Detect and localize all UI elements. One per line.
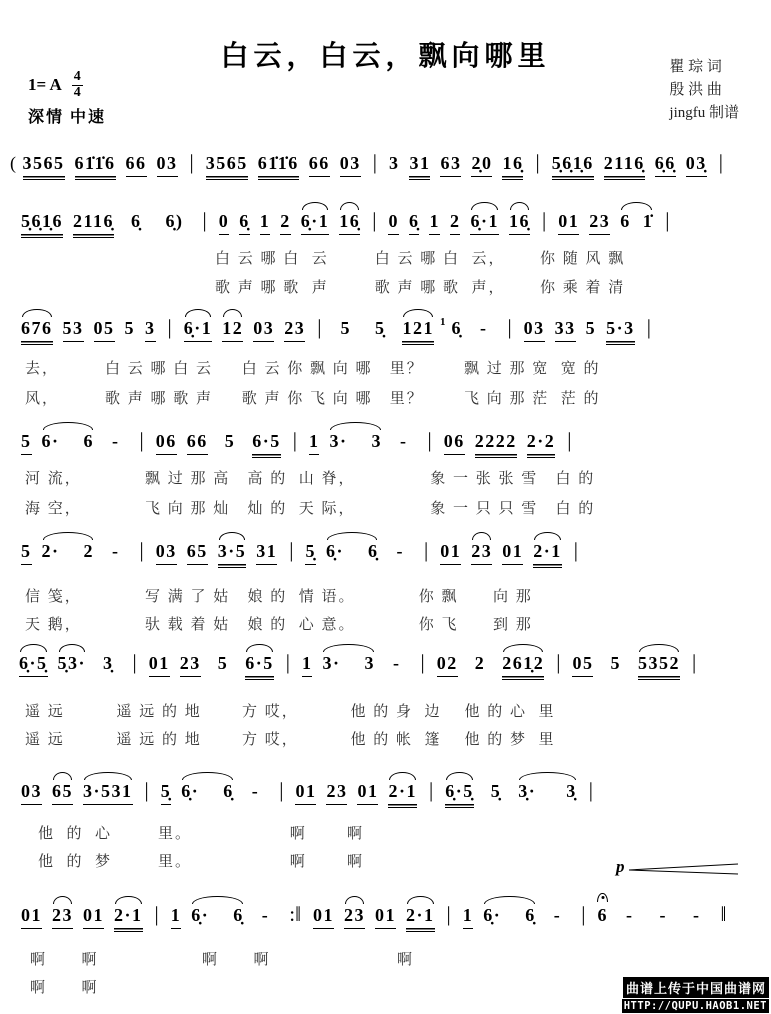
barline: | bbox=[154, 902, 159, 926]
watermark-site-name: 曲谱上传于中国曲谱网 bbox=[623, 977, 769, 998]
notation-line bbox=[16, 208, 676, 238]
lyricist-credit: 瞿 琮 词 bbox=[669, 59, 722, 75]
time-signature-top: 4 bbox=[73, 69, 81, 84]
note-group: 03̣ bbox=[686, 153, 707, 177]
note-group: 03 bbox=[340, 153, 361, 177]
note-group: 1 bbox=[309, 431, 320, 455]
barline: | bbox=[581, 902, 586, 926]
barline: | bbox=[718, 150, 723, 174]
note-group: 5 bbox=[21, 431, 32, 455]
note-group: 01 bbox=[440, 541, 461, 565]
note-group: 03 bbox=[156, 541, 177, 565]
note-group: 261̣2 bbox=[502, 653, 544, 680]
note-group: 3565 bbox=[23, 153, 65, 180]
note-group: 5 bbox=[585, 318, 597, 338]
note-group: 01 bbox=[295, 781, 316, 805]
lyrics-line: 遥 远 遥 远 的 地 方 哎， 他 的 身 边 他 的 心 里 bbox=[25, 704, 556, 720]
note-group: 1 bbox=[302, 653, 313, 677]
note-group: 03 bbox=[21, 781, 42, 805]
note-group: 6· 6 bbox=[41, 431, 95, 451]
barline: :‖ bbox=[289, 902, 301, 926]
note-group: 5̣ bbox=[490, 781, 502, 801]
note-group: 6̣· 6̣ bbox=[325, 541, 379, 561]
note-group: - bbox=[393, 653, 401, 673]
note-group: 23 bbox=[52, 905, 73, 929]
note-group: 6̣·5̣ bbox=[445, 781, 474, 808]
barline: | bbox=[285, 650, 290, 674]
notation-line bbox=[16, 428, 578, 458]
note-group: 6̣· 6̣ bbox=[191, 905, 244, 925]
barline: ‖ bbox=[720, 902, 727, 926]
note-group: 61̇1̇6 bbox=[75, 153, 116, 180]
barline: | bbox=[420, 650, 425, 674]
note-group: 23 bbox=[589, 211, 610, 235]
barline: | bbox=[428, 778, 434, 802]
note-group: 16̣ bbox=[339, 211, 360, 235]
note-group: 65 bbox=[52, 781, 73, 805]
notation-line bbox=[16, 315, 658, 345]
lyrics-line: 他 的 梦 里。 啊 啊 bbox=[38, 854, 365, 870]
note-group: 3 bbox=[388, 153, 400, 173]
lyrics-line: 白 云 哪 白 云 白 云 哪 白 云， 你 随 风 飘 bbox=[215, 251, 626, 267]
note-group: 5·3 bbox=[606, 318, 635, 345]
note-group: 01 bbox=[313, 905, 334, 929]
note-group: 05 bbox=[94, 318, 115, 342]
note-group: 03 bbox=[253, 318, 274, 342]
note-group: 2·1 bbox=[388, 781, 417, 808]
note-group: 66 bbox=[309, 153, 330, 177]
barline: | bbox=[507, 315, 512, 339]
note-group: 3̣· 3̣ bbox=[518, 781, 577, 801]
note-group: 01 bbox=[149, 653, 170, 677]
note-group: 6·5 bbox=[245, 653, 274, 680]
note-group: 6̣ bbox=[451, 318, 462, 338]
note-group: 0 bbox=[219, 211, 230, 235]
note-group: 12 bbox=[222, 318, 243, 342]
note-group: 3565 bbox=[206, 153, 248, 180]
note-group: 3·5 bbox=[218, 541, 247, 568]
note-group: 63 bbox=[440, 153, 461, 177]
note-group: 5 bbox=[340, 318, 351, 338]
barline: | bbox=[567, 428, 572, 452]
lyrics-line: 河 流， 飘 过 那 高 高 的 山 脊， 象 一 张 张 雪 白 的 bbox=[25, 471, 596, 487]
note-group: 01 bbox=[375, 905, 396, 929]
note-group: 6 1̇ bbox=[620, 211, 654, 231]
note-group: 3· 3 bbox=[322, 653, 375, 673]
barline: | bbox=[588, 778, 593, 802]
note-group: 6̣ bbox=[239, 211, 250, 235]
note-group: 2222 bbox=[475, 431, 517, 458]
barline: | bbox=[446, 902, 451, 926]
barline: | bbox=[646, 315, 651, 339]
time-signature-bottom: 4 bbox=[73, 84, 81, 100]
note-group: 1 bbox=[260, 211, 271, 235]
barline: | bbox=[535, 150, 540, 174]
note-group: 02 bbox=[437, 653, 458, 677]
note-group: 6̣·5̣ bbox=[19, 653, 48, 677]
note-group: - bbox=[692, 905, 701, 925]
barline: | bbox=[423, 538, 429, 562]
note-group: - bbox=[251, 781, 260, 801]
note-group: 6·5 bbox=[252, 431, 281, 458]
key-signature bbox=[28, 70, 83, 100]
note-group: - bbox=[625, 905, 634, 925]
note-group: 2·1 bbox=[114, 905, 143, 932]
note-group: 2·1 bbox=[533, 541, 562, 568]
dynamics-marking bbox=[616, 857, 740, 878]
note-group: - bbox=[261, 905, 270, 925]
note-group: 5̣ bbox=[305, 541, 316, 565]
note-group: 5̣6̣1̣6 bbox=[552, 153, 594, 180]
key-text: 1= A bbox=[28, 75, 62, 95]
note-group: 2·2 bbox=[527, 431, 556, 458]
note-group: - bbox=[112, 431, 120, 451]
note-group: 1 bbox=[439, 316, 446, 328]
notation-line bbox=[16, 778, 600, 808]
note-group: 66 bbox=[187, 431, 208, 455]
notation-line bbox=[14, 650, 703, 680]
note-group: 01 bbox=[357, 781, 378, 805]
note-group: 06 bbox=[444, 431, 465, 455]
note-group: - bbox=[659, 905, 667, 925]
notation-line bbox=[8, 150, 730, 180]
barline: | bbox=[691, 650, 697, 674]
note-group: 676 bbox=[21, 318, 53, 345]
note-group: 6̣· 6̣ bbox=[483, 905, 536, 925]
lyrics-line: 风， 歌 声 哪 歌 声 歌 声 你 飞 向 哪 里？ 飞 向 那 茫 茫 的 bbox=[25, 391, 601, 407]
notation-line bbox=[16, 538, 585, 568]
note-group: 5 bbox=[610, 653, 621, 673]
note-group: 23 bbox=[180, 653, 201, 677]
notation-line bbox=[16, 902, 733, 932]
note-group: 2116̣ bbox=[604, 153, 645, 180]
barline: | bbox=[292, 428, 297, 452]
note-group: 5352 bbox=[638, 653, 680, 680]
note-group: 03 bbox=[157, 153, 178, 177]
note-group: 5̣ bbox=[161, 781, 172, 805]
note-group: 3·531 bbox=[83, 781, 133, 805]
note-group: 2116̣ bbox=[73, 211, 114, 238]
barline: | bbox=[372, 150, 377, 174]
piano-dynamic-mark: p bbox=[616, 857, 625, 876]
note-group: 1 bbox=[429, 211, 440, 235]
note-group: 0 bbox=[388, 211, 399, 235]
note-group: 31 bbox=[409, 153, 430, 180]
barline: | bbox=[132, 650, 137, 674]
note-group: 01 bbox=[83, 905, 104, 929]
barline: | bbox=[144, 778, 149, 802]
lyrics-line: 啊 啊 bbox=[30, 980, 99, 996]
barline: | bbox=[167, 315, 172, 339]
note-group: 5 bbox=[217, 653, 229, 673]
note-group: 121 bbox=[402, 318, 434, 345]
note-group: 65 bbox=[187, 541, 208, 565]
lyrics-line: 天 鹅， 驮 载 着 姑 娘 的 心 意。 你 飞 到 那 bbox=[25, 617, 533, 633]
note-group: 5 bbox=[124, 318, 135, 338]
transcriber-credit: jingfu 制谱 bbox=[669, 105, 739, 121]
note-group: - bbox=[479, 318, 488, 338]
note-group: 6̣· 6̣ bbox=[181, 781, 234, 801]
note-group: - bbox=[112, 541, 120, 561]
tempo-marking: 深情 中速 bbox=[28, 109, 107, 126]
note-group: 6̣·1 bbox=[184, 318, 213, 342]
lyrics-line: 去， 白 云 哪 白 云 白 云 你 飘 向 哪 里？ 飘 过 那 宽 宽 的 bbox=[25, 361, 601, 377]
note-group: 01 bbox=[558, 211, 579, 235]
barline: | bbox=[189, 150, 194, 174]
note-group: 5 bbox=[224, 431, 236, 451]
note-group: 6̣·1 bbox=[470, 211, 499, 235]
note-group: 2 bbox=[450, 211, 461, 235]
barline: | bbox=[139, 538, 144, 562]
note-group: ( bbox=[10, 153, 18, 173]
note-group: 5̣ bbox=[374, 318, 386, 338]
note-group: 05 bbox=[572, 653, 593, 677]
note-group: 2 bbox=[474, 653, 486, 673]
note-group: - bbox=[553, 905, 562, 925]
note-group: 23 bbox=[471, 541, 492, 565]
note-group: 1 bbox=[463, 905, 474, 929]
credits-block bbox=[669, 56, 739, 125]
lyrics-line: 啊 啊 啊 啊 啊 bbox=[30, 952, 415, 968]
lyrics-line: 海 空， 飞 向 那 灿 灿 的 天 际， 象 一 只 只 雪 白 的 bbox=[25, 501, 596, 517]
note-group: 6̣·1 bbox=[301, 211, 330, 235]
barline: | bbox=[202, 208, 207, 232]
note-group: 16̣ bbox=[502, 153, 523, 180]
note-group: 6̣) bbox=[165, 211, 184, 231]
note-group: 23 bbox=[326, 781, 347, 805]
crescendo-hairpin-icon bbox=[628, 862, 740, 878]
note-group: 01 bbox=[21, 905, 42, 929]
note-group: 5̣6̣1̣6 bbox=[21, 211, 63, 238]
barline: | bbox=[427, 428, 432, 452]
lyrics-line: 他 的 心 里。 啊 啊 bbox=[38, 826, 365, 842]
note-group: 3· 3 bbox=[329, 431, 382, 451]
lyrics-line: 遥 远 遥 远 的 地 方 哎， 他 的 帐 篷 他 的 梦 里 bbox=[25, 732, 556, 748]
note-group: 3̣ bbox=[103, 653, 114, 673]
note-group: 2̣0 bbox=[471, 153, 492, 177]
song-title: 白云，白云，飘向哪里 bbox=[220, 41, 551, 72]
barline: | bbox=[372, 208, 377, 232]
note-group: - bbox=[396, 541, 404, 561]
note-group: 6̣ bbox=[409, 211, 420, 235]
barline: | bbox=[317, 315, 322, 339]
lyrics-line: 信 笺， 写 满 了 姑 娘 的 情 语。 你 飘 向 那 bbox=[25, 589, 533, 605]
note-group: 33 bbox=[555, 318, 576, 342]
note-group: 3 bbox=[145, 318, 156, 342]
note-group: 16̣ bbox=[509, 211, 530, 235]
barline: | bbox=[573, 538, 578, 562]
barline: | bbox=[279, 778, 284, 802]
note-group: 23 bbox=[344, 905, 365, 929]
watermark-site-url: HTTP://QUPU.HAOB1.NET bbox=[623, 1000, 767, 1012]
note-group: 5 bbox=[21, 541, 32, 565]
note-group: 5̣3· bbox=[57, 653, 87, 673]
note-group: 53 bbox=[63, 318, 84, 342]
note-group: 2 bbox=[280, 211, 291, 235]
note-group: 61̇1̇6 bbox=[258, 153, 299, 180]
note-group: 03 bbox=[524, 318, 545, 342]
barline: | bbox=[289, 538, 294, 562]
barline: | bbox=[139, 428, 144, 452]
lyrics-line: 歌 声 哪 歌 声 歌 声 哪 歌 声， 你 乘 着 清 bbox=[215, 280, 626, 296]
note-group: 01 bbox=[502, 541, 523, 565]
barline: | bbox=[665, 208, 670, 232]
composer-credit: 殷 洪 曲 bbox=[669, 82, 722, 98]
time-signature bbox=[72, 70, 83, 100]
note-group: 2·1 bbox=[406, 905, 435, 932]
note-group: 06 bbox=[156, 431, 177, 455]
barline: | bbox=[556, 650, 561, 674]
note-group: 6̣ bbox=[131, 211, 142, 231]
note-group: 2· 2 bbox=[41, 541, 95, 561]
note-group: 66 bbox=[126, 153, 147, 177]
note-group: 1 bbox=[171, 905, 182, 929]
watermark bbox=[622, 977, 769, 1013]
note-group: - bbox=[399, 431, 408, 451]
note-group: 23 bbox=[284, 318, 305, 342]
note-group: 31 bbox=[256, 541, 277, 565]
fermata-note: 6 bbox=[597, 905, 608, 925]
barline: | bbox=[541, 208, 547, 232]
note-group: 6̣6̣ bbox=[655, 153, 676, 177]
